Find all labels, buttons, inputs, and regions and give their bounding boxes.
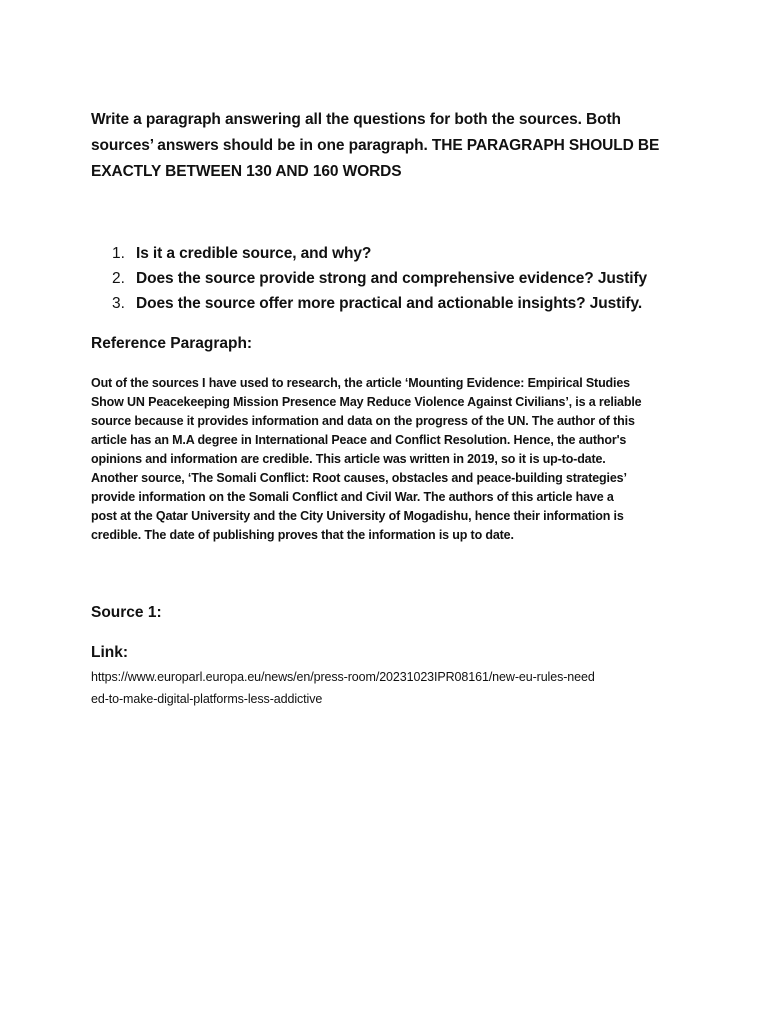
reference-line: Show UN Peacekeeping Mission Presence May Reduce Violence Against Civilians’, is a reliable xyxy=(91,395,642,409)
instructions-line: EXACTLY BETWEEN 130 AND 160 WORDS xyxy=(91,163,402,180)
reference-line: article has an M.A degree in International Peace and Conflict Resolution. Hence, the author's xyxy=(91,433,627,447)
link-heading: Link: xyxy=(91,644,129,661)
reference-line: Another source, ‘The Somali Conflict: Root causes, obstacles and peace-building strategies’ xyxy=(91,471,627,485)
reference-line: credible. The date of publishing proves that the information is up to date. xyxy=(91,528,514,542)
question-item xyxy=(112,291,672,316)
questions-list xyxy=(112,241,672,316)
reference-heading: Reference Paragraph: xyxy=(91,335,253,352)
reference-line: source because it provides information and data on the progress of the UN. The author of this xyxy=(91,414,635,428)
link-url-line[interactable]: ed-to-make-digital-platforms-less-addictive xyxy=(91,692,323,706)
source-1-link[interactable] xyxy=(91,666,681,710)
source-1-heading: Source 1: xyxy=(91,604,162,621)
question-text: Is it a credible source, and why? xyxy=(136,245,372,262)
question-text: Does the source offer more practical and actionable insights? Justify. xyxy=(136,295,643,312)
instructions-paragraph xyxy=(91,107,671,185)
question-number: 1. xyxy=(112,245,125,262)
reference-line: Out of the sources I have used to research, the article ‘Mounting Evidence: Empirical Studies xyxy=(91,376,630,390)
reference-paragraph xyxy=(91,374,681,545)
question-text: Does the source provide strong and comprehensive evidence? Justify xyxy=(136,270,648,287)
link-url-line[interactable]: https://www.europarl.europa.eu/news/en/press-room/20231023IPR08161/new-eu-rules-need xyxy=(91,670,595,684)
question-item xyxy=(112,241,672,266)
reference-line: post at the Qatar University and the City University of Mogadishu, hence their information is xyxy=(91,509,624,523)
reference-line: opinions and information are credible. This article was written in 2019, so it is up-to-date. xyxy=(91,452,606,466)
question-number: 2. xyxy=(112,270,125,287)
question-number: 3. xyxy=(112,295,125,312)
question-item xyxy=(112,266,672,291)
instructions-line: Write a paragraph answering all the questions for both the sources. Both xyxy=(91,111,621,128)
instructions-line: sources’ answers should be in one paragraph. THE PARAGRAPH SHOULD BE xyxy=(91,137,660,154)
reference-line: provide information on the Somali Conflict and Civil War. The authors of this article have a xyxy=(91,490,614,504)
